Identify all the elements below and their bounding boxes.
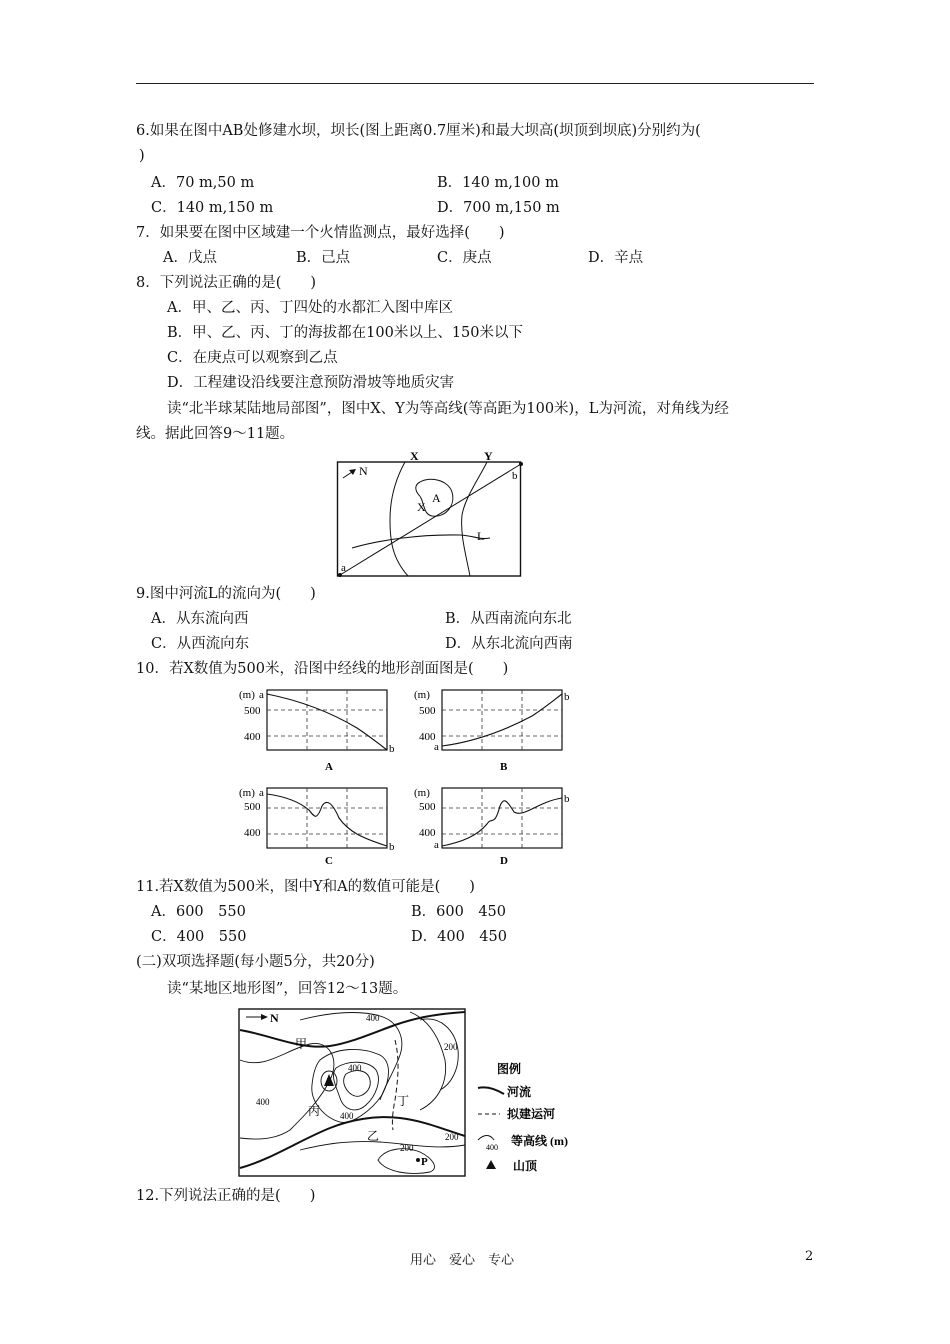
profile-a-label: A xyxy=(325,761,333,773)
q9-option-c: C．从西流向东 xyxy=(151,636,250,652)
contour-label-400b: 400 xyxy=(256,1097,270,1107)
contour-label-400d: 400 xyxy=(340,1111,354,1121)
q9-option-a: A．从东流向西 xyxy=(151,611,249,627)
profile-b-curve xyxy=(442,694,562,746)
section-2-heading: (二)双项选择题(每小题5分，共20分) xyxy=(136,954,375,970)
terrain-north-head xyxy=(261,1014,268,1020)
profile-d-end: b xyxy=(564,793,570,805)
q11-option-a: A．600 550 xyxy=(151,904,246,920)
profile-a xyxy=(239,689,395,773)
legend-canal-label: 拟建运河 xyxy=(507,1107,556,1121)
footer-motto: 用心 爱心 专心 xyxy=(410,1253,515,1268)
label-b: b xyxy=(512,470,518,482)
profile-d-curve xyxy=(442,798,562,846)
legend-title: 图例 xyxy=(497,1062,522,1076)
profile-c-unit: (m) xyxy=(239,787,255,799)
profile-c xyxy=(239,787,395,867)
legend-peak-label: 山顶 xyxy=(513,1159,538,1173)
q6-option-d: D．700 m,150 m xyxy=(437,200,560,216)
profile-b-start: a xyxy=(434,741,439,753)
page-number: 2 xyxy=(805,1249,814,1264)
profile-b-400: 400 xyxy=(419,731,436,743)
terrain-frame xyxy=(239,1009,465,1176)
q11-option-d: D．400 450 xyxy=(411,929,507,945)
q11-stem: 11.若X数值为500米，图中Y和A的数值可能是( ) xyxy=(136,879,475,895)
point-p xyxy=(416,1158,420,1162)
profile-c-end: b xyxy=(389,841,395,853)
legend-peak-swatch xyxy=(486,1160,496,1169)
profile-c-label: C xyxy=(325,855,333,867)
point-b xyxy=(519,462,523,466)
q6-option-c: C．140 m,150 m xyxy=(151,200,274,216)
contour-outer-top xyxy=(300,1013,402,1100)
meridian-line xyxy=(340,464,521,575)
terrain-label-bing: 丙 xyxy=(308,1104,321,1118)
terrain-label-p: P xyxy=(421,1156,428,1168)
label-a: a xyxy=(341,562,346,574)
label-a-peak: A xyxy=(432,491,441,505)
q8-option-b: B．甲、乙、丙、丁的海拔都在100米以上、150米以下 xyxy=(167,325,524,341)
profile-c-400: 400 xyxy=(244,827,261,839)
header-rule xyxy=(136,83,814,84)
q6-option-b: B．140 m,100 m xyxy=(437,175,559,191)
q11-option-b: B．600 450 xyxy=(411,904,507,920)
profile-a-400: 400 xyxy=(244,731,261,743)
profile-a-end: b xyxy=(389,743,395,755)
q7-option-a: A．戊点 xyxy=(163,250,217,266)
contour-label-200b: 200 xyxy=(445,1132,459,1142)
q8-option-a: A．甲、乙、丙、丁四处的水都汇入图中库区 xyxy=(167,300,453,316)
terrain-label-yi: 乙 xyxy=(367,1129,380,1143)
terrain-label-n: N xyxy=(270,1011,279,1025)
q9-option-b: B．从西南流向东北 xyxy=(445,611,572,627)
legend-contour-value: 400 xyxy=(486,1143,498,1152)
intro9-line1: 读“北半球某陆地局部图”，图中X、Y为等高线(等高距为100米)，L为河流，对角线为经 xyxy=(167,401,729,417)
profile-a-500: 500 xyxy=(244,705,261,717)
q12-stem: 12.下列说法正确的是( ) xyxy=(136,1188,316,1204)
intro9-line2: 线。据此回答9～11题。 xyxy=(136,426,295,442)
q9-option-d: D．从东北流向西南 xyxy=(445,636,573,652)
contour-bottom xyxy=(300,1142,465,1150)
legend-contour-label: 等高线 (m) xyxy=(511,1134,568,1148)
contour-left xyxy=(240,1043,334,1139)
contour-right-upper xyxy=(410,1012,446,1110)
contour-label-400c: 400 xyxy=(348,1063,362,1073)
terrain-label-ding: 丁 xyxy=(397,1094,410,1108)
q6-option-a: A．70 m,50 m xyxy=(151,175,255,191)
profile-a-unit: (m) xyxy=(239,689,255,701)
contour-y xyxy=(462,462,487,576)
profile-b-end: b xyxy=(564,691,570,703)
terrain-label-jia: 甲 xyxy=(295,1037,308,1051)
legend-river-label: 河流 xyxy=(507,1085,532,1099)
profile-c-start: a xyxy=(259,787,264,799)
label-n: N xyxy=(359,464,368,478)
figure-terrain-map xyxy=(236,1006,586,1178)
q10-stem: 10．若X数值为500米，沿图中经线的地形剖面图是( ) xyxy=(136,661,509,677)
q6-stem-end: ) xyxy=(139,148,145,164)
q8-option-c: C．在庚点可以观察到乙点 xyxy=(167,350,338,366)
label-x-inner: X xyxy=(417,500,426,514)
q7-option-b: B．己点 xyxy=(296,250,351,266)
q11-option-c: C．400 550 xyxy=(151,929,247,945)
label-x-top: X xyxy=(410,449,419,463)
profile-d-unit: (m) xyxy=(414,787,430,799)
river-l xyxy=(352,535,490,548)
label-l: L xyxy=(477,529,485,543)
profile-d-label: D xyxy=(500,855,508,867)
profile-d-400: 400 xyxy=(419,827,436,839)
q8-option-d: D．工程建设沿线要注意预防滑坡等地质灾害 xyxy=(167,375,455,391)
contour-label-400a: 400 xyxy=(366,1013,380,1023)
profile-b-label: B xyxy=(500,761,508,773)
profile-d-500: 500 xyxy=(419,801,436,813)
contour-x xyxy=(390,462,408,576)
profile-a-start: a xyxy=(259,689,264,701)
q9-stem: 9.图中河流L的流向为( ) xyxy=(136,586,316,602)
profile-a-curve xyxy=(267,694,387,750)
contour-right-lake xyxy=(420,1019,458,1090)
contour-label-200c: 200 xyxy=(400,1143,414,1153)
profile-c-500: 500 xyxy=(244,801,261,813)
legend-contour-swatch xyxy=(478,1136,494,1141)
figure-profiles xyxy=(232,684,582,870)
q7-option-c: C．庚点 xyxy=(437,250,492,266)
label-y-top: Y xyxy=(484,449,493,463)
profile-b xyxy=(414,689,570,773)
profile-d-start: a xyxy=(434,839,439,851)
contour-label-200a: 200 xyxy=(444,1042,458,1052)
figure-local-map xyxy=(330,446,530,580)
profile-b-unit: (m) xyxy=(414,689,430,701)
profile-b-500: 500 xyxy=(419,705,436,717)
profile-c-curve xyxy=(267,794,387,846)
profile-d xyxy=(414,787,570,867)
north-arrow-head xyxy=(349,469,356,475)
legend-river-swatch xyxy=(478,1087,504,1094)
q7-option-d: D．辛点 xyxy=(588,250,644,266)
contour-inner-3 xyxy=(344,1071,371,1097)
intro12: 读“某地区地形图”，回答12～13题。 xyxy=(167,981,408,997)
q8-stem: 8．下列说法正确的是( ) xyxy=(136,275,317,291)
q6-stem: 6.如果在图中AB处修建水坝，坝长(图上距离0.7厘米)和最大坝高(坝顶到坝底)分别约为( xyxy=(136,123,701,139)
peak-marker xyxy=(324,1074,334,1086)
q7-stem: 7．如果要在图中区域建一个火情监测点，最好选择( ) xyxy=(136,225,505,241)
